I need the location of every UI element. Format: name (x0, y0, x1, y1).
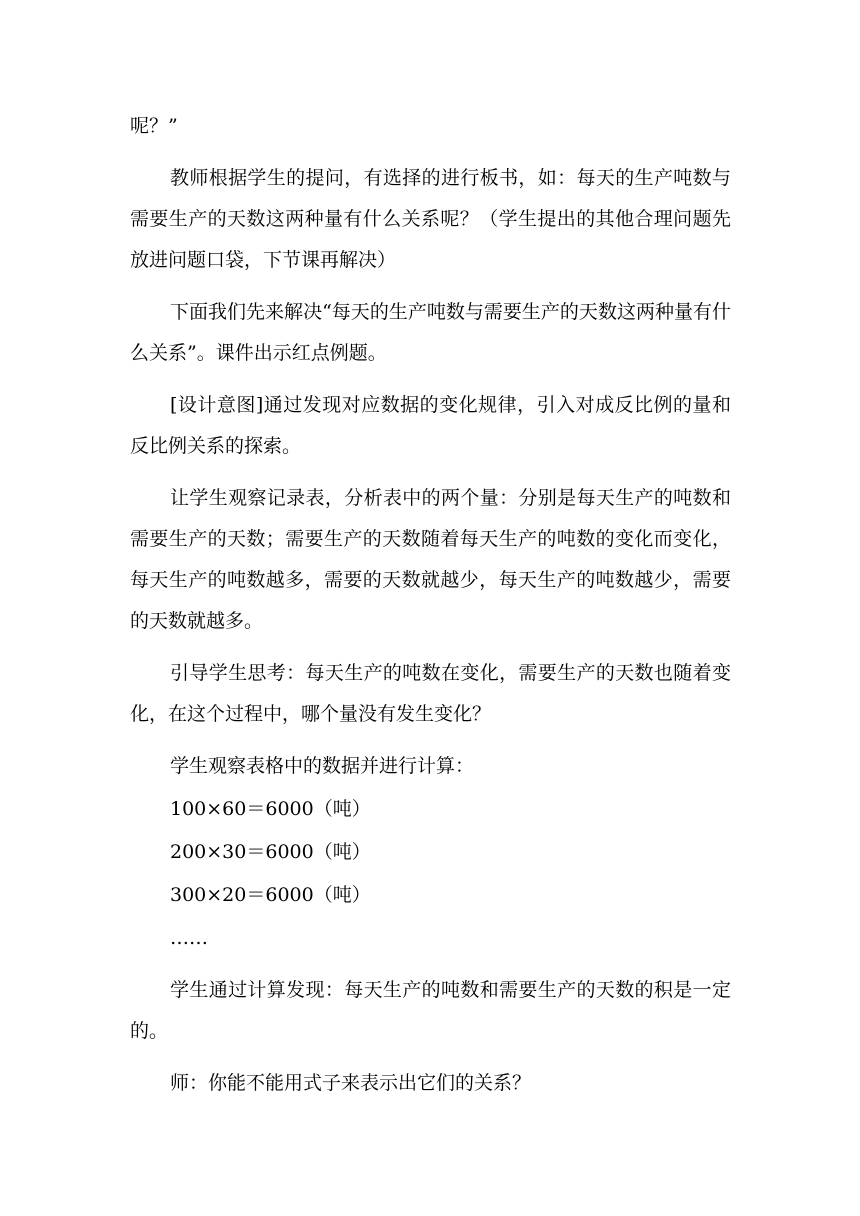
document-page (130, 106, 731, 1115)
paragraph-calculation-intro: 学生观察表格中的数据并进行计算： (170, 755, 475, 777)
paragraph-continuation: 呢？” (130, 115, 178, 137)
paragraph-solve-relationship: 下面我们先来解决“每天的生产吨数与需要生产的天数这两种量有什么关系”。课件出示红点例题。 (130, 301, 731, 364)
paragraph-observe-table: 让学生观察记录表，分析表中的两个量：分别是每天生产的吨数和需要生产的天数；需要生产的天数随着每天生产的吨数的变化而变化，每天生产的吨数越多，需要的天数就越少，每天生产的吨数越少，需要的天数就越多。 (130, 487, 731, 632)
paragraph-design-intent: [设计意图]通过发现对应数据的变化规律，引入对成反比例的量和反比例关系的探索。 (130, 394, 731, 457)
paragraph-equation-2: 200×30＝6000（吨） (170, 841, 371, 863)
paragraph-discovery: 学生通过计算发现：每天生产的吨数和需要生产的天数的积是一定的。 (130, 979, 731, 1042)
paragraph-equation-1: 100×60＝6000（吨） (170, 798, 371, 820)
paragraph-teacher-board-writing: 教师根据学生的提问，有选择的进行板书，如：每天的生产吨数与需要生产的天数这两种量有什么关系呢？（学生提出的其他合理问题先放进问题口袋，下节课再解决） (130, 167, 731, 271)
paragraph-equation-3: 300×20＝6000（吨） (170, 884, 371, 906)
paragraph-guide-thinking: 引导学生思考：每天生产的吨数在变化，需要生产的天数也随着变化，在这个过程中，哪个量没有发生变化？ (130, 662, 731, 725)
paragraph-ellipsis: …… (170, 927, 208, 949)
paragraph-teacher-question: 师：你能不能用式子来表示出它们的关系？ (170, 1072, 532, 1094)
